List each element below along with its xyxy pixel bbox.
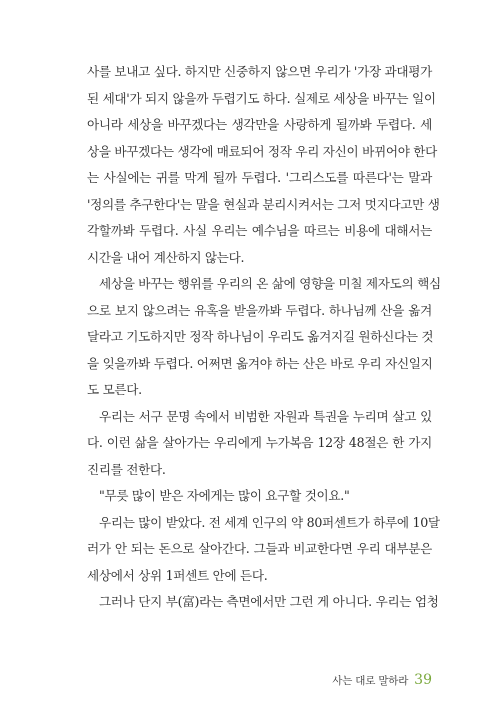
text-line: 세상에서 상위 1퍼센트 안에 든다. [87,567,268,583]
text-line: 사를 보내고 싶다. 하지만 신중하지 않으면 우리가 '가장 과대평가 [87,64,432,79]
text-line: 아니라 세상을 바꾸겠다는 생각만을 사랑하게 될까봐 두렵다. 세 [87,117,432,132]
page-body [87,59,441,616]
text-line: 그러나 단지 부(富)라는 측면에서만 그런 게 아니다. 우리는 엄청 [99,594,439,609]
paragraph-5 [87,510,440,590]
text-line: 상을 바꾸겠다는 생각에 매료되어 정작 우리 자신이 바뀌어야 한다 [87,143,437,159]
paragraph-4-quote [87,483,432,510]
running-title: 사는 대로 말하라 [332,675,409,687]
text-line: 각할까봐 두렵다. 사실 우리는 예수님을 따르는 비용에 대해서는 [87,223,432,238]
paragraph-2 [87,271,441,404]
text-line: 진리를 전한다. [87,461,166,477]
paragraph-6 [87,589,439,616]
text-line: 우리는 서구 문명 속에서 비범한 자원과 특권을 누리며 살고 있 [99,408,432,424]
text-line: 시간을 내어 계산하지 않는다. [87,249,245,265]
quote-line: "무릇 많이 받은 자에게는 많이 요구할 것이요." [99,488,350,503]
text-line: 을 잊을까봐 두렵다. 어쩌면 옮겨야 하는 산은 바로 우리 자신일지 [87,355,433,371]
text-line: 다. 이런 삶을 살아가는 우리에게 누가복음 12장 48절은 한 가지 [87,435,432,450]
text-line: 도 모른다. [87,382,142,397]
paragraph-1 [87,59,440,271]
text-line: 러가 안 되는 돈으로 살아간다. 그들과 비교한다면 우리 대부분은 [87,541,432,556]
page-footer [332,672,432,692]
text-line: 달라고 기도하지만 정작 하나님이 우리도 옮겨지길 원하신다는 것 [87,329,434,344]
text-line: 으로 보지 않으려는 유혹을 받을까봐 두렵다. 하나님께 산을 옮겨 [87,302,432,318]
text-line: 우리는 많이 받았다. 전 세계 인구의 약 80퍼센트가 하루에 10달 [99,514,440,530]
text-line: '정의를 추구한다'는 말을 현실과 분리시켜서는 그저 멋지다고만 생 [87,196,440,212]
page-number: 39 [414,672,432,688]
paragraph-3 [87,404,432,484]
text-line: 세상을 바꾸는 행위를 우리의 온 삶에 영향을 미칠 제자도의 핵심 [99,276,441,291]
text-line: 는 사실에는 귀를 막게 될까 두렵다. '그리스도를 따른다'는 말과 [87,170,432,185]
text-line: 된 세대'가 되지 않을까 두렵기도 하다. 실제로 세상을 바꾸는 일이 [87,90,436,106]
